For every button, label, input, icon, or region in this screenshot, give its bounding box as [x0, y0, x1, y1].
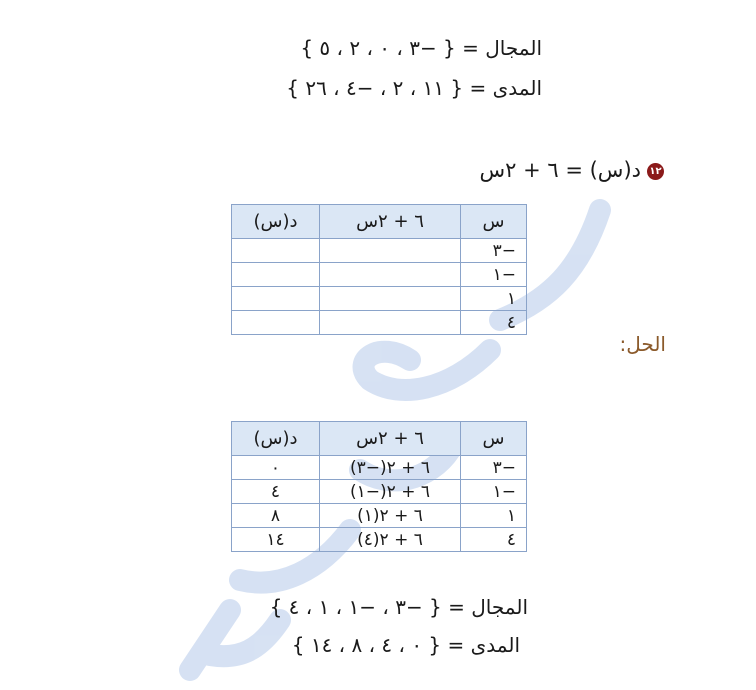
- cell-expression: [320, 263, 461, 287]
- header-expression: ٦ + ٢س: [320, 422, 461, 456]
- cell-expression: [320, 239, 461, 263]
- cell-expression: ٦ + ٢(−٣): [320, 456, 461, 480]
- question-title: [480, 158, 664, 182]
- table-row: [232, 504, 527, 528]
- header-fx: د(س): [232, 205, 320, 239]
- domain-line-bottom: المجال = { −٣ ، −١ ، ١ ، ٤ }: [269, 595, 528, 619]
- cell-x: ٤: [461, 528, 527, 552]
- cell-x: −٣: [461, 239, 527, 263]
- empty-table: [231, 204, 527, 335]
- cell-expression: ٦ + ٢(١): [320, 504, 461, 528]
- cell-fx: ٠: [232, 456, 320, 480]
- cell-x: ١: [461, 504, 527, 528]
- table-row: [232, 263, 527, 287]
- domain-line-top: المجال = { −٣ ، ٠ ، ٢ ، ٥ }: [300, 36, 542, 60]
- table-header-row: [232, 205, 527, 239]
- cell-x: ٤: [461, 311, 527, 335]
- cell-x: −١: [461, 480, 527, 504]
- range-line-bottom: المدى = { ٠ ، ٤ ، ٨ ، ١٤ }: [291, 633, 520, 657]
- header-x: س: [461, 205, 527, 239]
- cell-expression: ٦ + ٢(−١): [320, 480, 461, 504]
- table-row: [232, 311, 527, 335]
- range-line-top: المدى = { ١١ ، ٢ ، −٤ ، ٢٦ }: [286, 76, 542, 100]
- question-function: د(س) = ٦ + ٢س: [479, 158, 641, 182]
- cell-fx: [232, 311, 320, 335]
- header-expression: ٦ + ٢س: [320, 205, 461, 239]
- cell-expression: [320, 287, 461, 311]
- table-row: [232, 239, 527, 263]
- cell-fx: ٨: [232, 504, 320, 528]
- table-row: [232, 480, 527, 504]
- cell-fx: [232, 263, 320, 287]
- question-number-badge: ١٢: [647, 163, 664, 180]
- cell-x: −٣: [461, 456, 527, 480]
- cell-expression: ٦ + ٢(٤): [320, 528, 461, 552]
- table-row: [232, 287, 527, 311]
- cell-fx: [232, 239, 320, 263]
- solution-label: الحل:: [619, 332, 666, 356]
- table-row: [232, 456, 527, 480]
- cell-fx: [232, 287, 320, 311]
- table-header-row: [232, 422, 527, 456]
- cell-expression: [320, 311, 461, 335]
- cell-fx: ١٤: [232, 528, 320, 552]
- cell-fx: ٤: [232, 480, 320, 504]
- header-fx: د(س): [232, 422, 320, 456]
- solved-table: [231, 421, 527, 552]
- cell-x: ١: [461, 287, 527, 311]
- header-x: س: [461, 422, 527, 456]
- cell-x: −١: [461, 263, 527, 287]
- table-row: [232, 528, 527, 552]
